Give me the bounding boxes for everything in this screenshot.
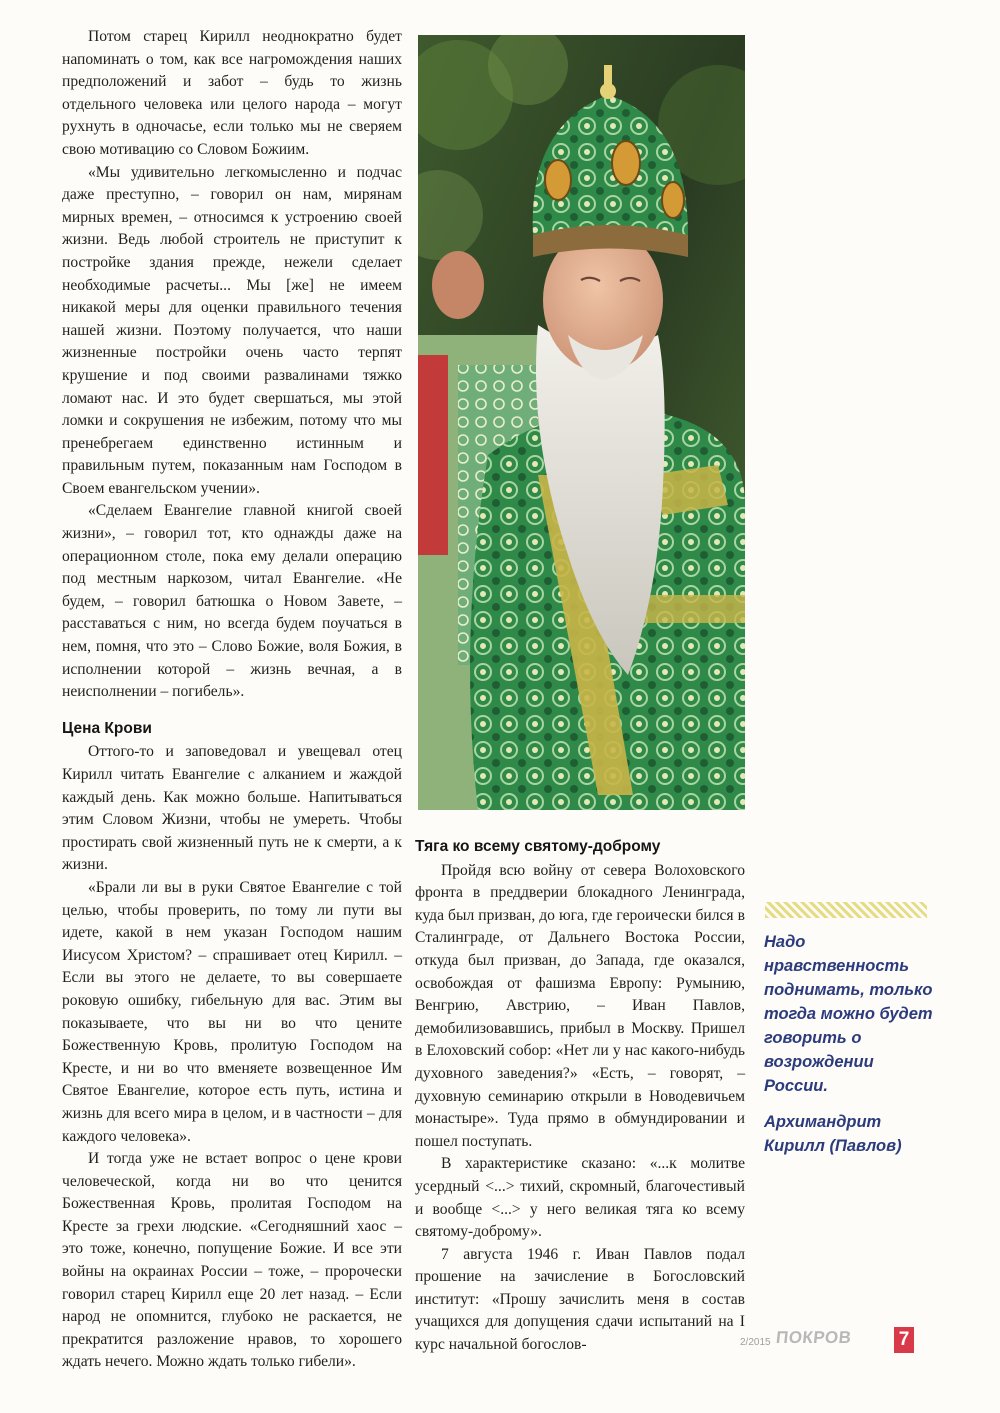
pull-quote-text: Надо нравственность поднимать, только тогда можно будет говорить о возрождении России.	[764, 933, 933, 1095]
paragraph: И тогда уже не встает вопрос о цене крови человеческой, когда ни во что ценится Божественная Кровь, пролитая Господом на Кресте за грехи людские. «Сегодняшний хаос – это тоже, конечно, попущение Божие. И все эти войны на окраинах России – тоже, – пророчески говорил старец Кирилл еще 20 лет назад. – Если народ не опомнится, глубоко не раскается, не прекратится разложение нравов, то хорошего ждать нечего. Можно ждать только гибели».	[62, 1150, 402, 1371]
paragraph: Оттого-то и заповедовал и увещевал отец Кирилл читать Евангелие с алканием и жаждой каждый день. Как можно больше. Напитываться этим Словом Жизни, чтобы не умереть. Чтобы простирать свой жизненный путь не к смерти, а к жизни.	[62, 743, 402, 874]
middle-column	[415, 836, 745, 1357]
magazine-logo: ПОКРОВ	[775, 1328, 853, 1347]
left-column	[62, 26, 402, 1374]
paragraph: «Мы удивительно легкомысленно и подчас даже преступно, – говорил он нам, мирянам мирных времен, – относимся к устроению своей жизни. Ведь любой строитель не приступит к постройке здания прежде, нежели сделает необходимые расчеты... Мы [же] не имеем никакой меры для оценки правильного течения нашей жизни. Поэтому получается, что наши жизненные постройки очень часто терпят крушение и под своими развалинами тяжко ломают нас. И это будет свершаться, мы этой ломки и сокрушения не избежим, потому что мы пренебрегаем единственно истинным и правильным путем, показанным нам Господом в Своем евангельском учении».	[62, 163, 402, 497]
page-footer	[740, 1327, 940, 1357]
paragraph: «Сделаем Евангелие главной книгой своей жизни», – говорил тот, кто однажды даже на операционном столе, пока ему делали операцию под местным наркозом, читал Евангелие. «Не будем, – говорил батюшка о Новом Завете, – расставаться с ним, но всегда будем поучаться в нем, помня, что это – Слово Божие, воля Божия, в исполнении которой – жизнь вечная, а в неисполнении – погибель».	[62, 502, 402, 701]
decorative-pattern-strip	[765, 902, 927, 918]
elder-kirill-photo	[418, 35, 745, 810]
paragraph: Потом старец Кирилл неоднократно будет напоминать о том, как все нагромождения наших предположений и забот – будь то жизнь отдельного человека или целого народа – могут рухнуть в одночасье, если только мы не сверяем свою мотивацию со Словом Божиим.	[62, 28, 402, 158]
section-heading-holy-good: Тяга ко всему святому-доброму	[415, 838, 661, 855]
pull-quote	[764, 930, 940, 1158]
paragraph: 7 августа 1946 г. Иван Павлов подал прошение на зачисление в Богословский институт: «Прошу зачислить меня в состав учащихся для допущения сдачи испытаний на I курс начальной богослов-	[415, 1245, 745, 1354]
section-heading-blood-price: Цена Крови	[62, 719, 152, 737]
paragraph: «Брали ли вы в руки Святое Евангелие с той целью, чтобы проверить, по тому ли пути вы идете, какой в нем указан Господом нашим Иисусом Христом? – спрашивает отец Кирилл. – Если вы этого не делаете, то вы совершаете роковую ошибку, гибельную для вас. Этим вы показываете, что вы ни во что цените Божественную Кровь, пролитую Господом на Кресте, и ни во что вменяете возвещенное Им Святое Евангелие, которое есть путь, истина и жизнь для всего мира в целом, и в частности – для каждого человека».	[62, 878, 402, 1145]
paragraph: В характеристике сказано: «...к молитве усердный <...> тихий, скромный, благочестивый и вообще <...> у него великая тяга ко всему святому-доброму».	[415, 1155, 745, 1241]
issue-number: 2/2015	[740, 1337, 771, 1348]
photo-illustration	[418, 35, 745, 810]
paragraph: Пройдя всю войну от севера Волоховского фронта в преддверии блокадного Ленинграда, куда был призван, до юга, где героически бился в Сталинграде, от Дальнего Востока России, откуда был призван, до Запада, где оказался, освобождая от фашизма Европу: Румынию, Венгрию, Австрию, – Иван Павлов, демобилизовавшись, прибыл в Москву. Пришел в Елоховский собор: «Нет ли у нас какого-нибудь духовного заведения?» «Есть, – говорят, – духовную семинарию открыли в Новодевичьем монастыре». Туда прямо в обмундировании и пошел поступать.	[415, 861, 745, 1150]
pull-quote-author: Архимандрит Кирилл (Павлов)	[764, 1113, 902, 1155]
page-number: 7	[894, 1327, 914, 1353]
